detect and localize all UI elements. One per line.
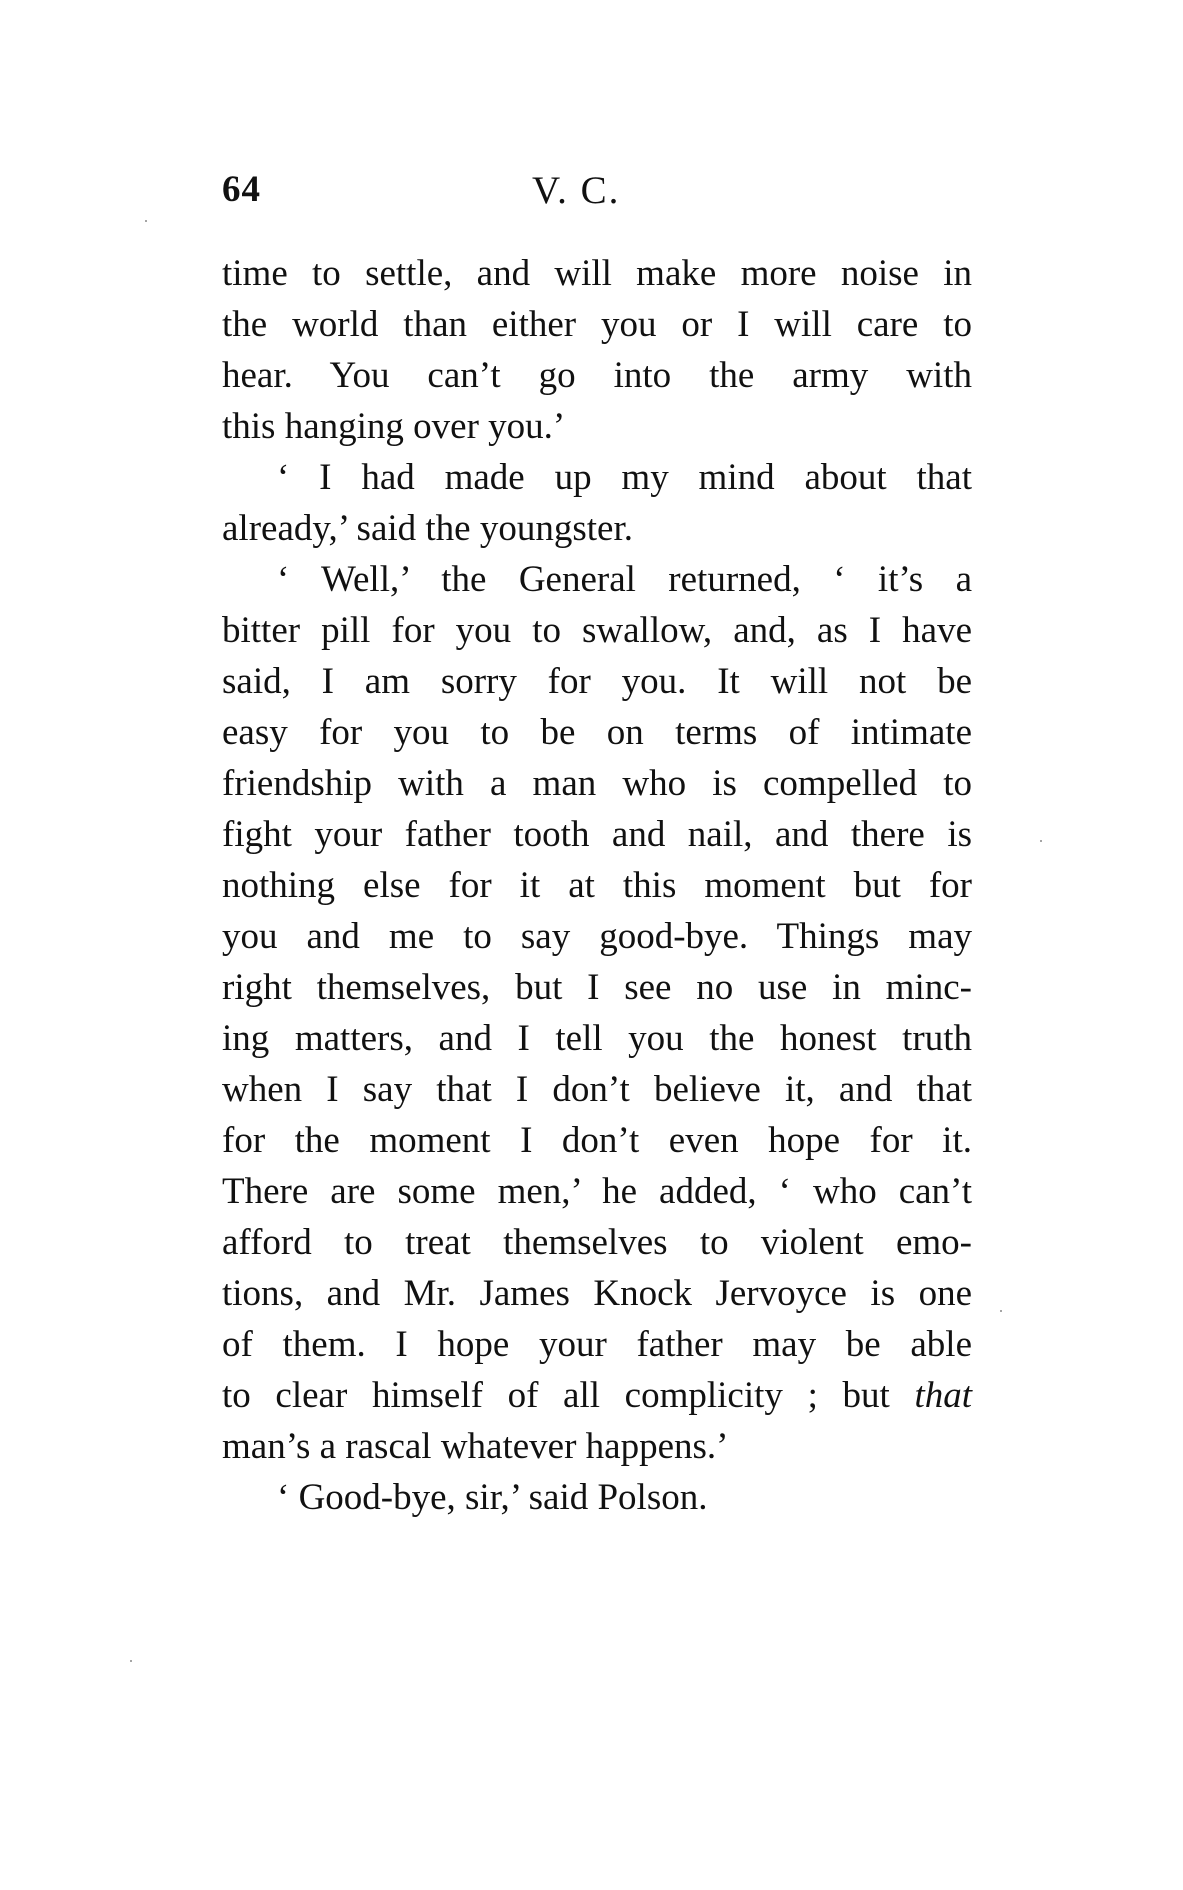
text-line: afford to treat themselves to violent emo-: [222, 1222, 972, 1263]
text-line: easy for you to be on terms of intimate: [222, 712, 972, 753]
body-text: [222, 248, 972, 1523]
text-line: ‘ I had made up my mind about that: [277, 457, 972, 498]
text-line: ‘ Well,’ the General returned, ‘ it’s a: [277, 559, 972, 600]
text-line: right themselves, but I see no use in minc-: [222, 967, 972, 1008]
text-line: when I say that I don’t believe it, and that: [222, 1069, 972, 1110]
paper-speck: [130, 1660, 132, 1662]
text-line: tions, and Mr. James Knock Jervoyce is one: [222, 1273, 972, 1314]
paper-speck: [145, 220, 147, 222]
page-number: 64: [222, 169, 261, 210]
paper-speck: [1040, 840, 1042, 842]
text-line: There are some men,’ he added, ‘ who can’t: [222, 1171, 972, 1212]
text-line-segment: to clear himself of all complicity ; but: [222, 1375, 890, 1416]
text-line: the world than either you or I will care to: [222, 304, 972, 345]
running-head: V. C.: [532, 169, 621, 212]
text-line: ‘ Good-bye, sir,’ said Polson.: [277, 1477, 708, 1518]
text-line: bitter pill for you to swallow, and, as I have: [222, 610, 972, 651]
italic-word: that: [914, 1375, 972, 1416]
text-line: already,’ said the youngster.: [222, 508, 633, 549]
text-line: nothing else for it at this moment but for: [222, 865, 972, 906]
text-line: [222, 1370, 972, 1421]
text-line: for the moment I don’t even hope for it.: [222, 1120, 972, 1161]
text-line: of them. I hope your father may be able: [222, 1324, 972, 1365]
text-line: this hanging over you.’: [222, 406, 566, 447]
page-header: [222, 168, 972, 218]
text-line: man’s a rascal whatever happens.’: [222, 1426, 729, 1467]
text-line: you and me to say good-bye. Things may: [222, 916, 972, 957]
text-line: friendship with a man who is compelled to: [222, 763, 972, 804]
text-line: hear. You can’t go into the army with: [222, 355, 972, 396]
text-line: fight your father tooth and nail, and there is: [222, 814, 972, 855]
text-line: time to settle, and will make more noise in: [222, 253, 972, 294]
text-line: said, I am sorry for you. It will not be: [222, 661, 972, 702]
paper-speck: [1000, 1310, 1002, 1312]
text-line: ing matters, and I tell you the honest truth: [222, 1018, 972, 1059]
